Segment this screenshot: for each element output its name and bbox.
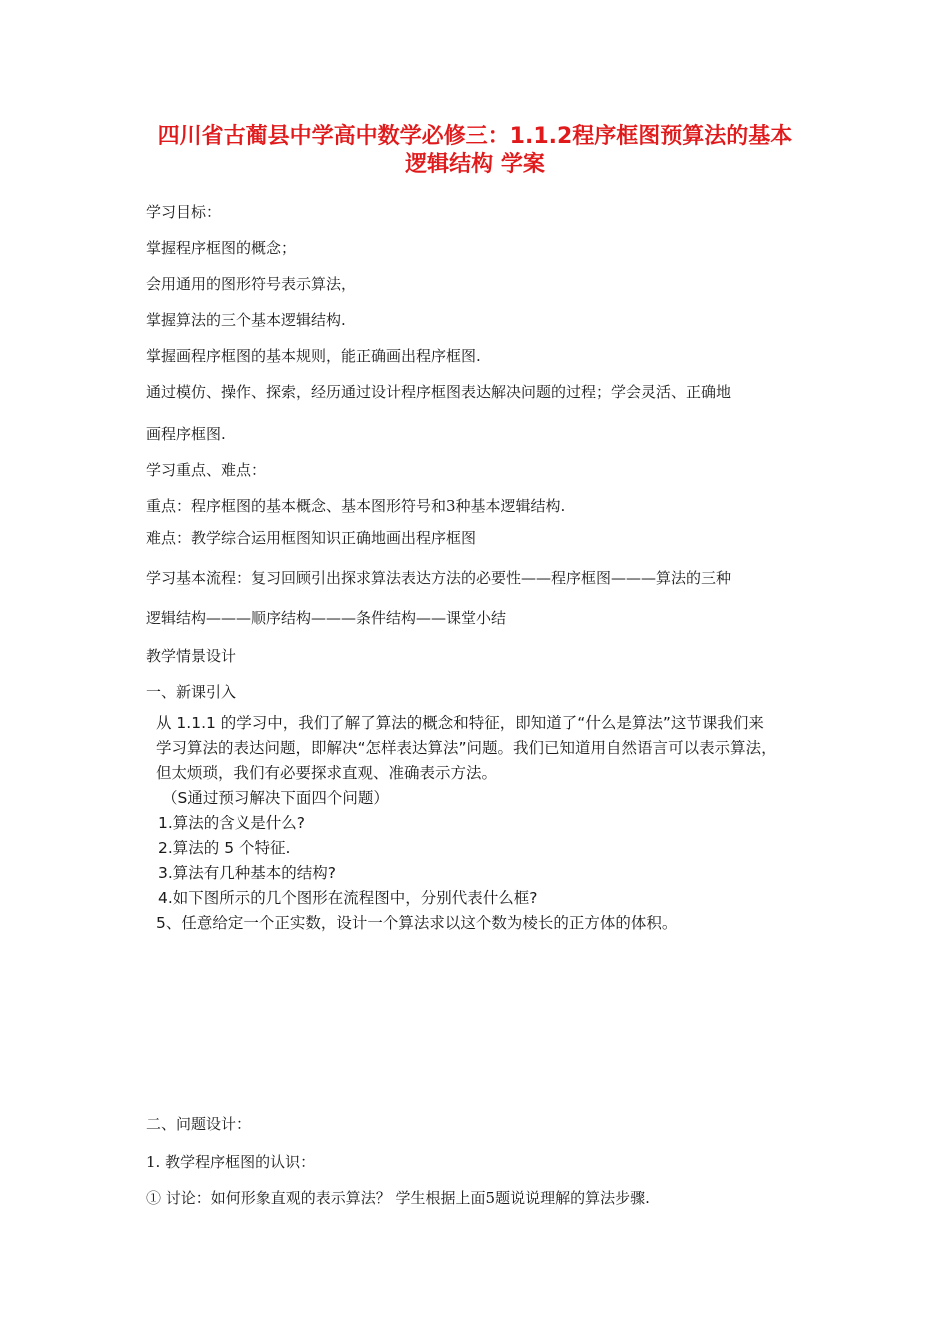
text-line: 通过模仿、操作、探索，经历通过设计程序框图表达解决问题的过程；学会灵活、正确地	[146, 383, 732, 401]
document-title-line-1: 四川省古蔺县中学高中数学必修三：1.1.2程序框图预算法的基本	[157, 124, 793, 149]
text-line: 掌握算法的三个基本逻辑结构.	[146, 311, 346, 329]
text-line: 掌握程序框图的概念；	[146, 239, 297, 257]
text-line: 掌握画程序框图的基本规则，能正确画出程序框图.	[146, 347, 481, 365]
intro-line: （S通过预习解决下面四个问题）	[162, 789, 389, 807]
text-line: 难点：教学综合运用框图知识正确地画出程序框图	[146, 529, 477, 547]
section-heading-objectives: 学习目标：	[146, 203, 222, 221]
text-line: 1. 教学程序框图的认识：	[146, 1153, 316, 1171]
text-line: ① 讨论：如何形象直观的表示算法？ 学生根据上面5题说说理解的算法步骤.	[146, 1189, 650, 1207]
section-heading-intro: 一、新课引入	[146, 683, 237, 701]
intro-line: 但太烦琐，我们有必要探求直观、准确表示方法。	[156, 764, 498, 782]
question-item: 5、任意给定一个正实数，设计一个算法求以这个数为棱长的正方体的体积。	[156, 914, 678, 932]
question-item: 2.算法的 5 个特征.	[158, 839, 291, 857]
intro-line: 学习算法的表达问题，即解决“怎样表达算法”问题。我们已知道用自然语言可以表示算法，	[156, 739, 777, 757]
text-line: 会用通用的图形符号表示算法，	[146, 275, 357, 293]
intro-line: 从 1.1.1 的学习中，我们了解了算法的概念和特征，即知道了“什么是算法”这节课我们来	[156, 714, 764, 732]
text-line: 重点：程序框图的基本概念、基本图形符号和3种基本逻辑结构.	[146, 497, 566, 515]
text-line: 逻辑结构———顺序结构———条件结构——课堂小结	[146, 609, 507, 627]
section-heading-design: 教学情景设计	[146, 647, 237, 665]
text-line: 画程序框图.	[146, 425, 226, 443]
question-item: 3.算法有几种基本的结构?	[158, 864, 337, 882]
text-line: 学习基本流程：复习回顾引出探求算法表达方法的必要性——程序框图———算法的三种	[146, 569, 732, 587]
section-heading-problem-design: 二、问题设计：	[146, 1115, 252, 1133]
document-title-line-2: 逻辑结构 学案	[405, 152, 545, 177]
section-heading-key-points: 学习重点、难点：	[146, 461, 267, 479]
question-item: 1.算法的含义是什么?	[158, 814, 306, 832]
question-item: 4.如下图所示的几个图形在流程图中，分别代表什么框?	[158, 889, 538, 907]
